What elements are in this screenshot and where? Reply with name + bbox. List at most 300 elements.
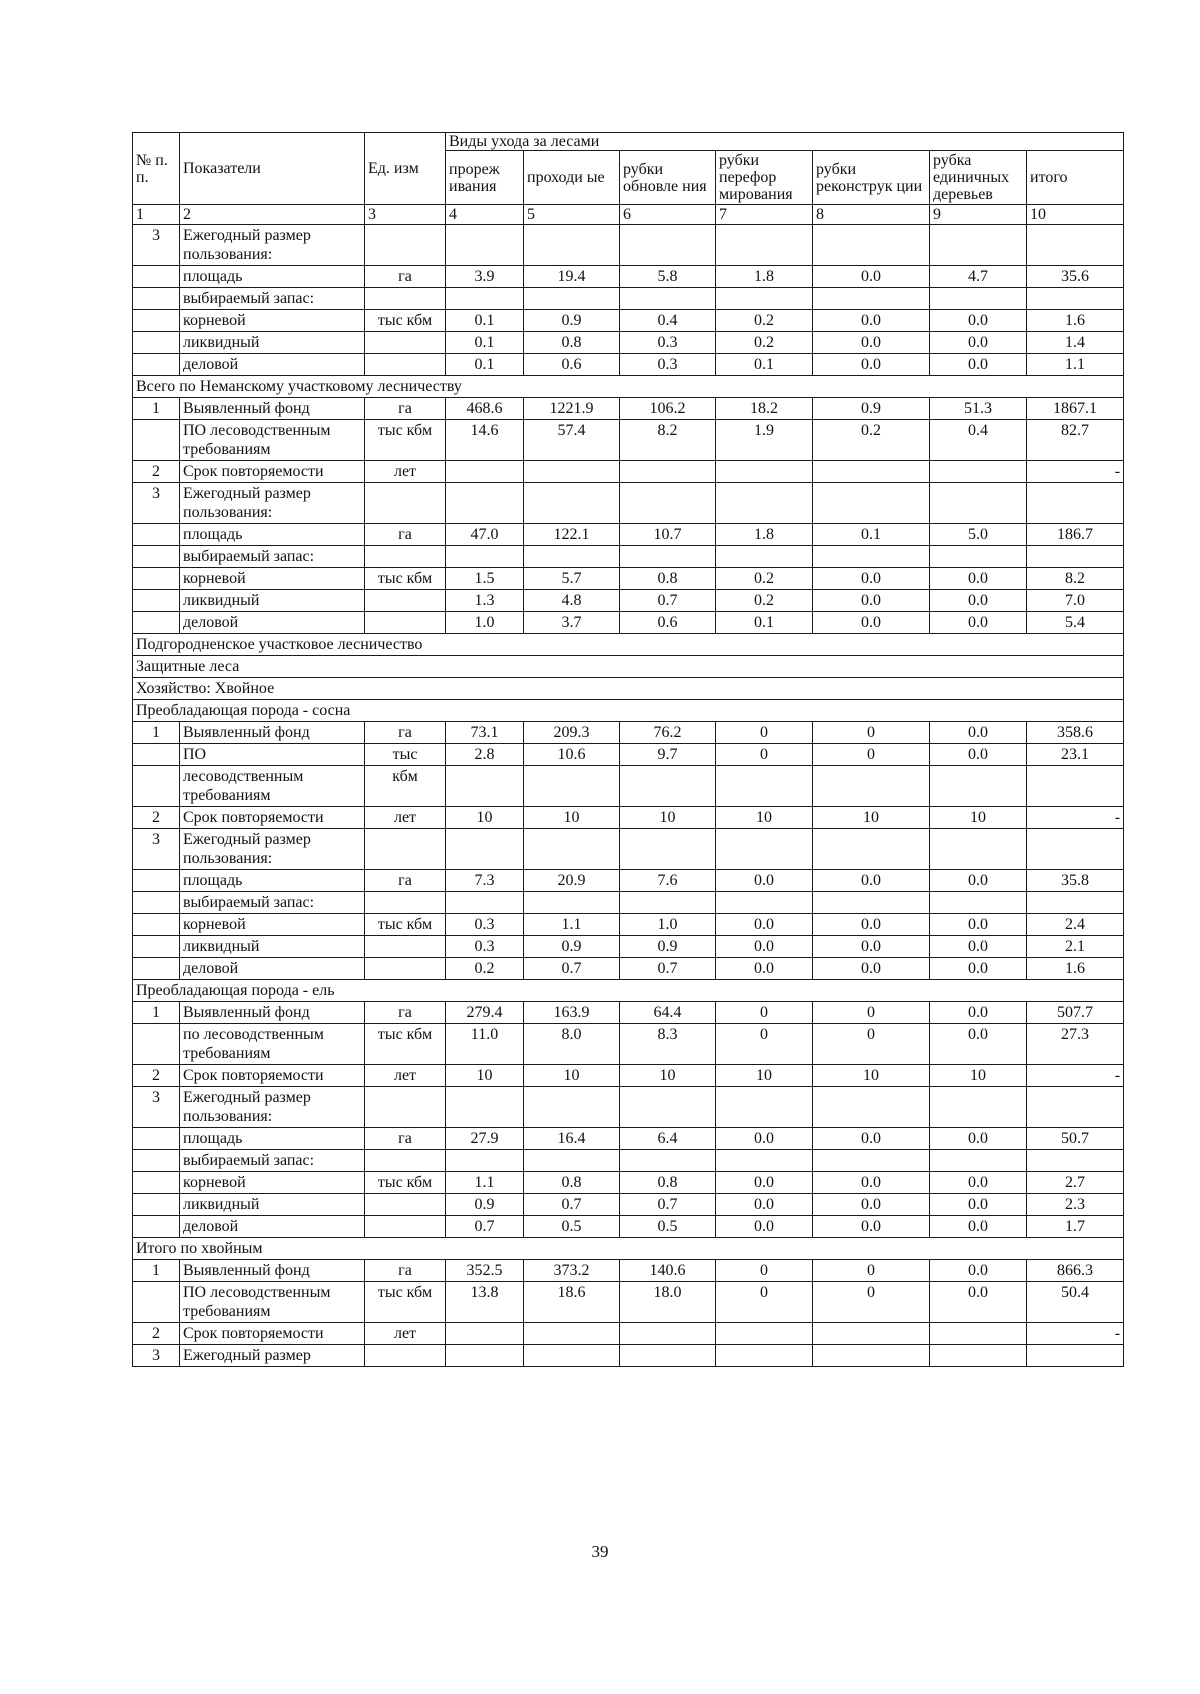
column-number: 8 <box>813 205 930 225</box>
value-cell: 1.1 <box>1027 354 1124 376</box>
row-unit: тыс кбм <box>365 310 446 332</box>
value-cell <box>716 546 813 568</box>
value-cell: 10 <box>620 1065 716 1087</box>
column-number: 10 <box>1027 205 1124 225</box>
row-label: Выявленный фонд <box>180 1002 365 1024</box>
row-number <box>133 354 180 376</box>
row-unit: тыс <box>365 744 446 766</box>
value-cell <box>446 225 524 266</box>
value-cell <box>446 1150 524 1172</box>
value-cell: 0.0 <box>813 568 930 590</box>
table-row <box>133 1087 1124 1128</box>
section-title: Подгородненское участковое лесничество <box>133 634 1124 656</box>
value-cell: 0 <box>813 744 930 766</box>
value-cell: 122.1 <box>524 524 620 546</box>
row-unit <box>365 612 446 634</box>
value-cell <box>1027 829 1124 870</box>
value-cell: 0 <box>716 722 813 744</box>
value-cell: 0.2 <box>716 568 813 590</box>
row-label: корневой <box>180 310 365 332</box>
row-unit: тыс кбм <box>365 1172 446 1194</box>
value-cell: 0 <box>813 1282 930 1323</box>
value-cell: 2.3 <box>1027 1194 1124 1216</box>
value-cell: 27.9 <box>446 1128 524 1150</box>
value-cell: 0.4 <box>930 420 1027 461</box>
row-unit <box>365 483 446 524</box>
value-cell: 0.0 <box>930 914 1027 936</box>
value-cell: 18.0 <box>620 1282 716 1323</box>
value-cell <box>1027 766 1124 807</box>
value-cell <box>1027 225 1124 266</box>
value-cell: 2.8 <box>446 744 524 766</box>
row-number <box>133 310 180 332</box>
row-number <box>133 420 180 461</box>
row-unit: кбм <box>365 766 446 807</box>
value-cell: 64.4 <box>620 1002 716 1024</box>
value-cell <box>620 225 716 266</box>
header-col-reformation: рубки перефор мирования <box>716 151 813 205</box>
row-unit: тыс кбм <box>365 914 446 936</box>
row-unit: га <box>365 1260 446 1282</box>
column-number: 2 <box>180 205 365 225</box>
value-cell: 10 <box>813 1065 930 1087</box>
value-cell: 0.7 <box>620 958 716 980</box>
value-cell: 106.2 <box>620 398 716 420</box>
value-cell <box>813 461 930 483</box>
row-unit: тыс кбм <box>365 420 446 461</box>
value-cell: 10 <box>716 807 813 829</box>
header-col-single-trees: рубка единичных деревьев <box>930 151 1027 205</box>
value-cell: 373.2 <box>524 1260 620 1282</box>
value-cell: 0.2 <box>446 958 524 980</box>
value-cell <box>620 461 716 483</box>
table-row <box>133 1002 1124 1024</box>
column-number: 1 <box>133 205 180 225</box>
value-cell <box>716 892 813 914</box>
value-cell: 0.3 <box>446 914 524 936</box>
table-row <box>133 332 1124 354</box>
value-cell: 0.0 <box>716 1172 813 1194</box>
value-cell: 0.0 <box>930 1128 1027 1150</box>
row-unit: тыс кбм <box>365 1282 446 1323</box>
row-number: 3 <box>133 225 180 266</box>
value-cell: 0.8 <box>524 332 620 354</box>
row-unit: га <box>365 524 446 546</box>
section-row <box>133 376 1124 398</box>
row-label: ликвидный <box>180 936 365 958</box>
table-row <box>133 766 1124 807</box>
value-cell: 0.0 <box>930 958 1027 980</box>
row-number <box>133 1128 180 1150</box>
value-cell: 1867.1 <box>1027 398 1124 420</box>
value-cell <box>1027 1150 1124 1172</box>
value-cell: 0 <box>716 1282 813 1323</box>
value-cell <box>620 1345 716 1367</box>
column-number: 7 <box>716 205 813 225</box>
table-row <box>133 590 1124 612</box>
value-cell: 1.0 <box>620 914 716 936</box>
value-cell: 19.4 <box>524 266 620 288</box>
table-row <box>133 568 1124 590</box>
row-unit <box>365 1194 446 1216</box>
value-cell: 5.7 <box>524 568 620 590</box>
value-cell: 13.8 <box>446 1282 524 1323</box>
table-row <box>133 936 1124 958</box>
row-unit: га <box>365 398 446 420</box>
value-cell <box>1027 892 1124 914</box>
value-cell <box>524 483 620 524</box>
value-cell: 8.2 <box>620 420 716 461</box>
value-cell <box>813 1323 930 1345</box>
value-cell: 1.1 <box>524 914 620 936</box>
value-cell <box>524 288 620 310</box>
row-unit <box>365 829 446 870</box>
value-cell: 0.0 <box>930 332 1027 354</box>
value-cell <box>930 1323 1027 1345</box>
value-cell: 0.2 <box>716 310 813 332</box>
section-row <box>133 678 1124 700</box>
header-group: Виды ухода за лесами <box>446 133 1124 151</box>
value-cell <box>813 1150 930 1172</box>
value-cell: 0.2 <box>716 590 813 612</box>
value-cell <box>930 483 1027 524</box>
row-number <box>133 1282 180 1323</box>
value-cell <box>620 483 716 524</box>
row-label: Срок повторяемости <box>180 807 365 829</box>
row-unit: га <box>365 1002 446 1024</box>
value-cell: 51.3 <box>930 398 1027 420</box>
value-cell <box>716 1323 813 1345</box>
value-cell <box>620 288 716 310</box>
value-cell: 0.0 <box>813 914 930 936</box>
value-cell: 0.9 <box>620 936 716 958</box>
value-cell: 0.0 <box>716 914 813 936</box>
value-cell: 8.0 <box>524 1024 620 1065</box>
value-cell: 0.1 <box>716 354 813 376</box>
row-number: 3 <box>133 829 180 870</box>
page-number: 39 <box>591 1542 609 1561</box>
value-cell <box>620 766 716 807</box>
section-title: Всего по Неманскому участковому лесничеству <box>133 376 1124 398</box>
table-row <box>133 1282 1124 1323</box>
value-cell: 5.0 <box>930 524 1027 546</box>
value-cell <box>446 546 524 568</box>
value-cell: 140.6 <box>620 1260 716 1282</box>
row-number <box>133 1024 180 1065</box>
value-cell: 0 <box>813 1260 930 1282</box>
value-cell: - <box>1027 461 1124 483</box>
value-cell: 0 <box>813 1002 930 1024</box>
value-cell: 10 <box>930 1065 1027 1087</box>
value-cell: 0.0 <box>813 936 930 958</box>
row-unit: га <box>365 722 446 744</box>
header-indicator: Показатели <box>180 133 365 205</box>
row-number <box>133 546 180 568</box>
value-cell: 3.7 <box>524 612 620 634</box>
row-number: 2 <box>133 807 180 829</box>
value-cell: 186.7 <box>1027 524 1124 546</box>
value-cell <box>620 546 716 568</box>
value-cell: 10 <box>446 1065 524 1087</box>
row-number: 2 <box>133 1323 180 1345</box>
value-cell: 2.4 <box>1027 914 1124 936</box>
value-cell: 1.6 <box>1027 958 1124 980</box>
table-row <box>133 914 1124 936</box>
value-cell: 0 <box>813 722 930 744</box>
value-cell: 5.4 <box>1027 612 1124 634</box>
value-cell: 10 <box>446 807 524 829</box>
value-cell <box>446 288 524 310</box>
row-number: 2 <box>133 1065 180 1087</box>
value-cell: 0.0 <box>813 310 930 332</box>
table-row <box>133 892 1124 914</box>
value-cell <box>930 461 1027 483</box>
value-cell: 7.6 <box>620 870 716 892</box>
table-row <box>133 1065 1124 1087</box>
row-unit <box>365 225 446 266</box>
value-cell: 20.9 <box>524 870 620 892</box>
value-cell: 10.6 <box>524 744 620 766</box>
table-row <box>133 461 1124 483</box>
value-cell: 73.1 <box>446 722 524 744</box>
row-unit <box>365 1087 446 1128</box>
table-row <box>133 524 1124 546</box>
table-row <box>133 1024 1124 1065</box>
value-cell <box>716 461 813 483</box>
column-numbers-row <box>133 205 1124 225</box>
row-label: деловой <box>180 1216 365 1238</box>
header-number: № п. п. <box>133 133 180 205</box>
value-cell: 1.3 <box>446 590 524 612</box>
header-col-passage: проходи ые <box>524 151 620 205</box>
value-cell <box>813 1345 930 1367</box>
value-cell <box>716 1150 813 1172</box>
value-cell <box>813 225 930 266</box>
value-cell: 18.6 <box>524 1282 620 1323</box>
value-cell <box>716 1087 813 1128</box>
row-number <box>133 568 180 590</box>
value-cell: 0.0 <box>716 1128 813 1150</box>
value-cell: 0.0 <box>716 1194 813 1216</box>
row-label: выбираемый запас: <box>180 288 365 310</box>
value-cell: 0.0 <box>930 1024 1027 1065</box>
value-cell: 0.0 <box>930 1260 1027 1282</box>
value-cell <box>716 288 813 310</box>
value-cell: 0.0 <box>813 1194 930 1216</box>
table-row <box>133 310 1124 332</box>
row-unit: тыс кбм <box>365 1024 446 1065</box>
value-cell: 0.0 <box>716 1216 813 1238</box>
value-cell: 8.2 <box>1027 568 1124 590</box>
row-number <box>133 590 180 612</box>
value-cell: 0.0 <box>813 870 930 892</box>
row-unit: га <box>365 870 446 892</box>
value-cell: 0 <box>716 1002 813 1024</box>
row-unit <box>365 1345 446 1367</box>
value-cell <box>446 483 524 524</box>
row-number <box>133 766 180 807</box>
value-cell: 0.9 <box>813 398 930 420</box>
table-row <box>133 398 1124 420</box>
value-cell <box>813 829 930 870</box>
value-cell <box>813 1087 930 1128</box>
value-cell: 0.7 <box>524 958 620 980</box>
value-cell: 0.7 <box>620 590 716 612</box>
header-col-reconstruction: рубки реконструк ции <box>813 151 930 205</box>
value-cell: 0.0 <box>716 958 813 980</box>
value-cell <box>524 892 620 914</box>
table-row <box>133 546 1124 568</box>
value-cell: 0.3 <box>620 332 716 354</box>
value-cell <box>446 829 524 870</box>
row-label: Ежегодный размер пользования: <box>180 829 365 870</box>
row-number: 1 <box>133 1260 180 1282</box>
row-number: 3 <box>133 483 180 524</box>
value-cell <box>930 288 1027 310</box>
row-label: ликвидный <box>180 332 365 354</box>
value-cell <box>620 892 716 914</box>
value-cell <box>716 829 813 870</box>
value-cell <box>1027 483 1124 524</box>
table-row <box>133 1150 1124 1172</box>
value-cell <box>524 546 620 568</box>
value-cell: 35.6 <box>1027 266 1124 288</box>
section-row <box>133 700 1124 722</box>
row-number <box>133 936 180 958</box>
section-title: Преобладающая порода - сосна <box>133 700 1124 722</box>
value-cell: - <box>1027 807 1124 829</box>
column-number: 6 <box>620 205 716 225</box>
section-title: Хозяйство: Хвойное <box>133 678 1124 700</box>
value-cell: 57.4 <box>524 420 620 461</box>
value-cell: 14.6 <box>446 420 524 461</box>
row-number <box>133 1194 180 1216</box>
value-cell: 0.8 <box>620 1172 716 1194</box>
value-cell: 18.2 <box>716 398 813 420</box>
value-cell: 4.7 <box>930 266 1027 288</box>
value-cell: 1.6 <box>1027 310 1124 332</box>
value-cell <box>446 1087 524 1128</box>
row-number <box>133 958 180 980</box>
row-label: корневой <box>180 1172 365 1194</box>
header-unit: Ед. изм <box>365 133 446 205</box>
value-cell <box>930 1345 1027 1367</box>
value-cell: 7.0 <box>1027 590 1124 612</box>
value-cell: 0 <box>716 744 813 766</box>
column-number: 4 <box>446 205 524 225</box>
value-cell: - <box>1027 1323 1124 1345</box>
row-number <box>133 524 180 546</box>
value-cell: 0.5 <box>620 1216 716 1238</box>
value-cell: 10 <box>620 807 716 829</box>
header-col-total: итого <box>1027 151 1124 205</box>
value-cell: 0.0 <box>930 568 1027 590</box>
row-label: Ежегодный размер пользования: <box>180 483 365 524</box>
value-cell: 0.0 <box>930 1002 1027 1024</box>
value-cell: 0.0 <box>813 332 930 354</box>
value-cell: 0.6 <box>620 612 716 634</box>
value-cell: 0.0 <box>813 1216 930 1238</box>
row-number <box>133 744 180 766</box>
value-cell: 0.0 <box>813 266 930 288</box>
section-title: Защитные леса <box>133 656 1124 678</box>
row-number: 3 <box>133 1087 180 1128</box>
value-cell: 0.2 <box>813 420 930 461</box>
section-row <box>133 980 1124 1002</box>
row-label: Ежегодный размер пользования: <box>180 1087 365 1128</box>
value-cell: 0.7 <box>620 1194 716 1216</box>
value-cell: 0.3 <box>446 936 524 958</box>
value-cell: 1.9 <box>716 420 813 461</box>
row-label: Ежегодный размер пользования: <box>180 225 365 266</box>
row-number <box>133 612 180 634</box>
value-cell: 10 <box>716 1065 813 1087</box>
row-number: 1 <box>133 722 180 744</box>
value-cell: 50.4 <box>1027 1282 1124 1323</box>
row-label: лесоводственным требованиям <box>180 766 365 807</box>
value-cell <box>716 225 813 266</box>
row-label: ликвидный <box>180 1194 365 1216</box>
value-cell: 27.3 <box>1027 1024 1124 1065</box>
row-label: Срок повторяемости <box>180 461 365 483</box>
row-number <box>133 1172 180 1194</box>
row-number <box>133 332 180 354</box>
value-cell: 279.4 <box>446 1002 524 1024</box>
row-number: 1 <box>133 1002 180 1024</box>
value-cell: 4.8 <box>524 590 620 612</box>
row-label: Ежегодный размер <box>180 1345 365 1367</box>
value-cell: 0.0 <box>930 870 1027 892</box>
row-unit <box>365 1150 446 1172</box>
table-row <box>133 266 1124 288</box>
row-number: 2 <box>133 461 180 483</box>
table-body <box>133 225 1124 1367</box>
value-cell: 0.0 <box>813 612 930 634</box>
row-label: деловой <box>180 354 365 376</box>
value-cell: 0.5 <box>524 1216 620 1238</box>
row-unit: лет <box>365 461 446 483</box>
value-cell: 0.7 <box>524 1194 620 1216</box>
value-cell: 0.0 <box>813 958 930 980</box>
value-cell: 8.3 <box>620 1024 716 1065</box>
value-cell <box>524 225 620 266</box>
table-row <box>133 1260 1124 1282</box>
value-cell: 352.5 <box>446 1260 524 1282</box>
row-label: деловой <box>180 958 365 980</box>
value-cell: 0.7 <box>446 1216 524 1238</box>
value-cell: 507.7 <box>1027 1002 1124 1024</box>
value-cell: 10 <box>524 1065 620 1087</box>
value-cell: 10 <box>930 807 1027 829</box>
value-cell: 9.7 <box>620 744 716 766</box>
value-cell <box>1027 288 1124 310</box>
value-cell: 163.9 <box>524 1002 620 1024</box>
value-cell <box>446 766 524 807</box>
table-row <box>133 612 1124 634</box>
value-cell <box>446 461 524 483</box>
row-label: Выявленный фонд <box>180 1260 365 1282</box>
value-cell <box>930 225 1027 266</box>
value-cell: 0.4 <box>620 310 716 332</box>
value-cell: 10.7 <box>620 524 716 546</box>
value-cell <box>716 483 813 524</box>
table-row <box>133 483 1124 524</box>
value-cell <box>813 546 930 568</box>
value-cell: 2.1 <box>1027 936 1124 958</box>
section-title: Преобладающая порода - ель <box>133 980 1124 1002</box>
row-label: Срок повторяемости <box>180 1323 365 1345</box>
table-row <box>133 829 1124 870</box>
